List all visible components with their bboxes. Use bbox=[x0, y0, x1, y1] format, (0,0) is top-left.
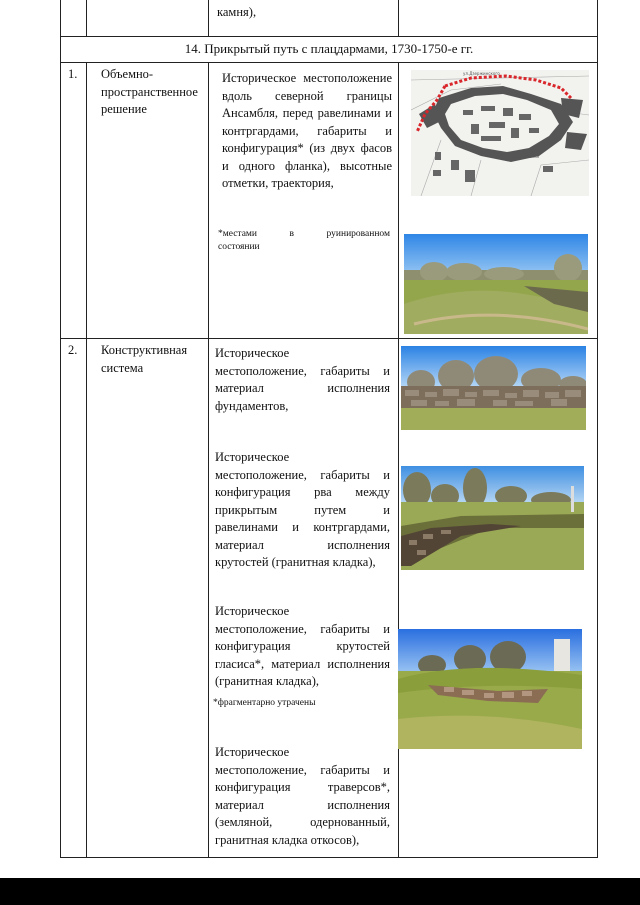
row-border bbox=[60, 338, 598, 339]
row-2-note: *фрагментарно утрачены bbox=[213, 698, 316, 708]
row-1-number: 1. bbox=[68, 67, 78, 81]
row-1-name: Объемно-пространственное решение bbox=[101, 67, 198, 116]
row-2-number: 2. bbox=[68, 343, 78, 357]
table-right-border bbox=[597, 0, 598, 858]
table-col3-border bbox=[398, 0, 399, 36]
section-title: 14. Прикрытый путь с плацдармами, 1730-1750-е гг. bbox=[184, 41, 474, 56]
row-1-description: Историческое местоположение вдоль северной границы Ансамбля, перед равелинами и контргардами, габариты и конфигурация* (из двух фасов и одного фланка), высотные отметки, траектория, bbox=[222, 71, 392, 190]
row-2-block-glacis: Историческое местоположение, габариты и конфигурация крутостей гласиса*, материал исполнения (гранитная кладка), bbox=[215, 604, 390, 688]
table-left-border bbox=[60, 0, 61, 858]
row-2-block-foundations: Историческое местоположение, габариты и материал исполнения фундаментов, bbox=[215, 346, 390, 413]
previous-row-fragment: камня), bbox=[217, 5, 257, 19]
row-2-block-ditch: Историческое местоположение, габариты и конфигурация рва между прикрытым путем и равелинами и контргардами, материал исполнения крутостей (гранитная кладка), bbox=[215, 450, 390, 569]
fortress-plan-map-image bbox=[411, 70, 589, 196]
ditch-escarpment-photo bbox=[401, 466, 584, 570]
row-border bbox=[60, 62, 598, 63]
row-2-name: Конструктивная система bbox=[101, 343, 188, 375]
map-street-label: ул.Советская bbox=[511, 154, 540, 159]
table-col1-border-lower bbox=[86, 62, 87, 858]
foundation-stone-wall-photo bbox=[401, 346, 586, 430]
scan-bottom-border bbox=[0, 878, 640, 905]
glacis-landscape-photo bbox=[404, 234, 588, 334]
table-col2-border bbox=[208, 0, 209, 36]
row-2-block-traverses: Историческое местоположение, габариты и конфигурация траверсов*, материал исполнения (земляной, одернованный, гранитная кладка откосов), bbox=[215, 745, 390, 847]
glacis-slope-photo bbox=[398, 629, 582, 749]
row-border bbox=[60, 36, 598, 37]
table-col2-border-lower bbox=[208, 62, 209, 858]
row-border bbox=[60, 857, 598, 858]
map-street-label: ул.Дзержинского bbox=[463, 71, 500, 76]
table-col1-border bbox=[86, 0, 87, 36]
row-1-note: *местами в руинированном состоянии bbox=[218, 229, 390, 252]
